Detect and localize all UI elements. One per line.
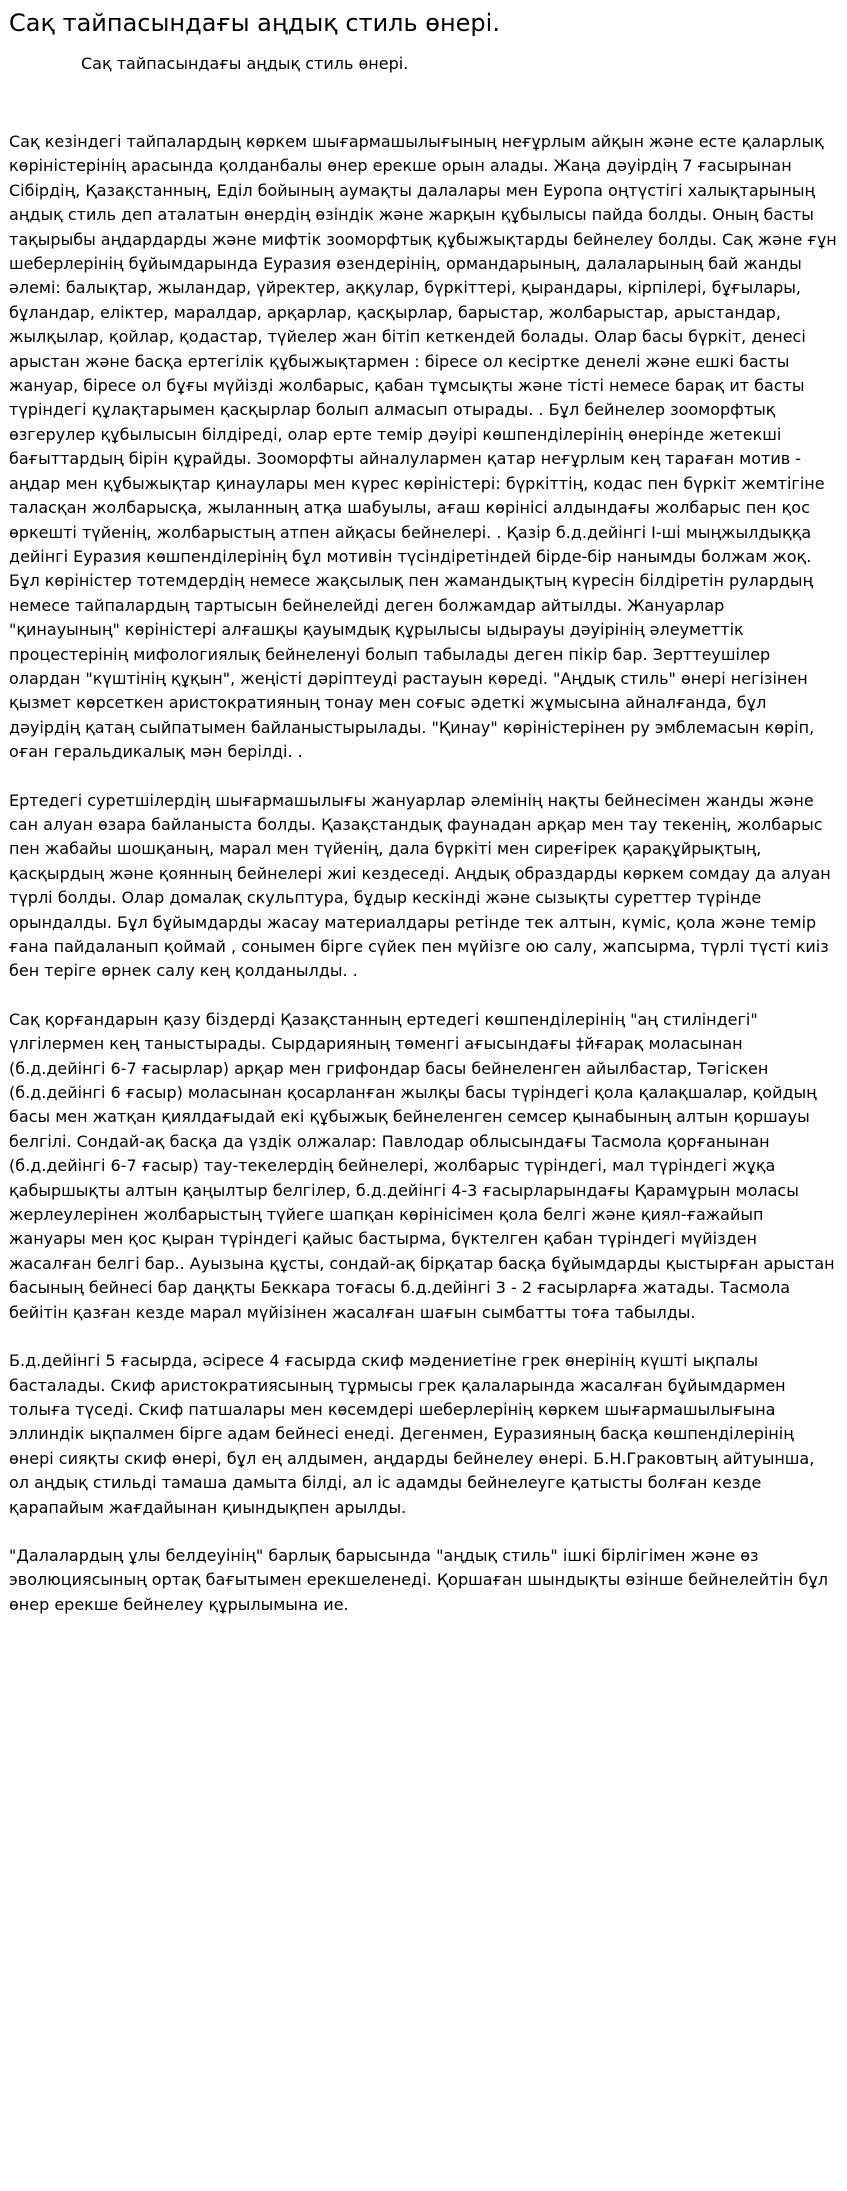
page-title: Сақ тайпасындағы аңдық стиль өнері.: [9, 9, 500, 37]
article-body: [9, 130, 839, 1617]
paragraph-2: Ертедегі суретшілердің шығармашылығы жануарлар әлемінің нақты бейнесімен жанды және сан алуан өзара байланыста болды. Қазақстандық фаунадан арқар мен тау текенің, жолбарыс пен жабайы шошқаның, марал мен түйенің, дала бүркіті мен сиреғірек қарақұйрықтың, қасқырдың және қоянның бейнелері жиі кездеседі. Аңдық образдарды көркем сомдау да алуан түрлі болды. Олар домалақ скульптура, бұдыр кескінді және сызықты суреттер түрінде орындалды. Бұл бұйымдарды жасау материалдары ретінде тек алтын, күміс, қола және темір ғана пайдаланып қоймай , сонымен бірге сүйек пен мүйізге ою салу, жапсырма, түрлі түсті киіз бен теріге өрнек салу кең қолданылды. .: [9, 790, 831, 981]
paragraph-4: Б.д.дейінгі 5 ғасырда, әсіресе 4 ғасырда скиф мәдениетіне грек өнерінің күшті ықпалы басталады. Скиф аристократиясының тұрмысы грек қалаларында жасалған бұйымдармен толыға түседі. Скиф патшалары мен көсемдері шеберлерінің көркем шығармашылығына эллиндік ықпалмен бірге адам бейнесі енеді. Дегенмен, Еуразияның басқа көшпенділерінің өнері сияқты скиф өнері, бұл ең алдымен, аңдарды бейнелеу өнері. Б.Н.Граковтың айтуынша, ол аңдық стильді тамаша дамыта білді, ал іс адамды бейнелеуге қатысты болған кезде қарапайым жағдайынан қиындықпен арылды.: [9, 1351, 815, 1517]
page-subtitle: Сақ тайпасындағы аңдық стиль өнері.: [81, 54, 409, 73]
paragraph-5: "Далалардың ұлы белдеуінің" барлық барысында "аңдық стиль" ішкі бірлігімен және өз эволюциясының ортақ бағытымен ерекшеленеді. Қоршаған шындықты өзінше бейнелейтін бұл өнер ерекше бейнелеу құрылымына ие.: [9, 1545, 829, 1614]
paragraph-1: Сақ кезіндегі тайпалардың көркем шығармашылығының неғұрлым айқын және есте қаларлық көріністерінің арасында қолданбалы өнер ерекше орын алады. Жаңа дәуірдің 7 ғасырынан Сібірдің, Қазақстанның, Еділ бойының аумақты далалары мен Еуропа оңтүстігі халықтарының аңдық стиль деп аталатын өнердің өзіндік және жарқын құбылысы пайда болды. Оның басты тақырыбы аңдардарды және мифтік зооморфтық құбыжықтарды бейнелеу болды. Сақ және ғұн шеберлерінің бұйымдарында Еуразия өзендерінің, ормандарының, далаларының бай жанды әлемі: балықтар, жыландар, үйректер, аққулар, бүркіттері, қырандары, кірпілері, бұғылары, бұландар, еліктер, маралдар, арқарлар, қасқырлар, барыстар, жолбарыстар, арыстандар, жылқылар, қойлар, қодастар, түйелер жан бітіп кеткендей болады. Олар басы бүркіт, денесі арыстан және басқа ертегілік құбыжықтармен : біресе ол кесіртке денелі және ешкі басты жануар, біресе ол бұғы мүйізді жолбарыс, қабан тұмсықты және тісті немесе барақ ит басты түріндегі құлақтарымен қасқырлар болып алмасып отырады. . Бұл бейнелер зооморфтық өзгерулер құбылысын білдіреді, олар ерте темір дәуірі көшпенділерінің өнерінде жетекші бағыттардың бірін құрайды. Зооморфты айналулармен қатар неғұрлым кең тараған мотив - аңдар мен құбыжықтар қинаулары мен күрес көріністері: бүркіттің, кодас пен бүркіт жемтігіне таласқан жолбарысқа, жыланның атқа шабуылы, ағаш көрінісі алдындағы жолбарыс пен қос өркешті түйенің, жолбарыстың атпен айқасы бейнелері. . Қазір б.д.дейінгі I-ші мыңжылдыққа дейінгі Еуразия көшпенділерінің бұл мотивін түсіндіретіндей бірде-бір нанымды болжам жоқ. Бұл көріністер тотемдердің немесе жақсылық пен жамандықтың күресін білдіретін рулардың немесе тайпалардың тартысын бейнелейді деген болжамдар айтылды. Жануарлар "қинауының" көріністері алғашқы қауымдық құрылысы ыдырауы дәуірінің әлеуметтік процестерінің мифологиялық бейнеленуі болып табылады деген пікір бар. Зерттеушілер олардан "күштінің құқын", жеңісті дәріптеуді растауын көреді. "Аңдық стиль" өнері негізінен қызмет көрсеткен аристократияның тонау мен соғыс әдеткі жұмысына айналғанда, бұл дәуірдің қатаң сыйпатымен байланыстырылады. "Қинау" көріністерінен ру эмблемасын көріп, оған геральдикалық мән берілді. .: [9, 132, 837, 762]
paragraph-3: Сақ қорғандарын қазу біздерді Қазақстанның ертедегі көшпенділерінің "аң стиліндегі" үлгілермен кең таныстырады. Сырдарияның төменгі ағысындағы ‡йғарақ моласынан (б.д.дейінгі 6-7 ғасырлар) арқар мен грифондар басы бейнеленген айылбастар, Тәгіскен (б.д.дейінгі 6 ғасыр) моласынан қосарланған жылқы басы түріндегі қола қалақшалар, қойдың басы мен жатқан қиялдағыдай екі құбыжық бейнеленген семсер қынабының алтын қоршауы белгілі. Сондай-ақ басқа да үздік олжалар: Павлодар облысындағы Тасмола қорғанынан (б.д.дейінгі 6-7 ғасыр) тау-текелердің бейнелері, жолбарыс түріндегі, мал түріндегі жұқа қабыршықты алтын қаңылтыр белгілер, б.д.дейінгі 4-3 ғасырларындағы Қарамұрын моласы жерлеулерінен жолбарыстың түйеге шапқан көрінісімен қола белгі және қиял-ғажайып жануары мен қос қыран түріндегі қайыс бастырма, бүктелген қабан түріндегі мүйізден жасалған белгі бар.. Ауызына құсты, сондай-ақ бірқатар басқа бұйымдарды қыстырған арыстан басының бейнесі бар даңқты Беккара тоғасы б.д.дейінгі 3 - 2 ғасырларға жатады. Тасмола бейітін қазған кезде марал мүйізінен жасалған шағын сымбатты тоға табылды.: [9, 1009, 835, 1322]
